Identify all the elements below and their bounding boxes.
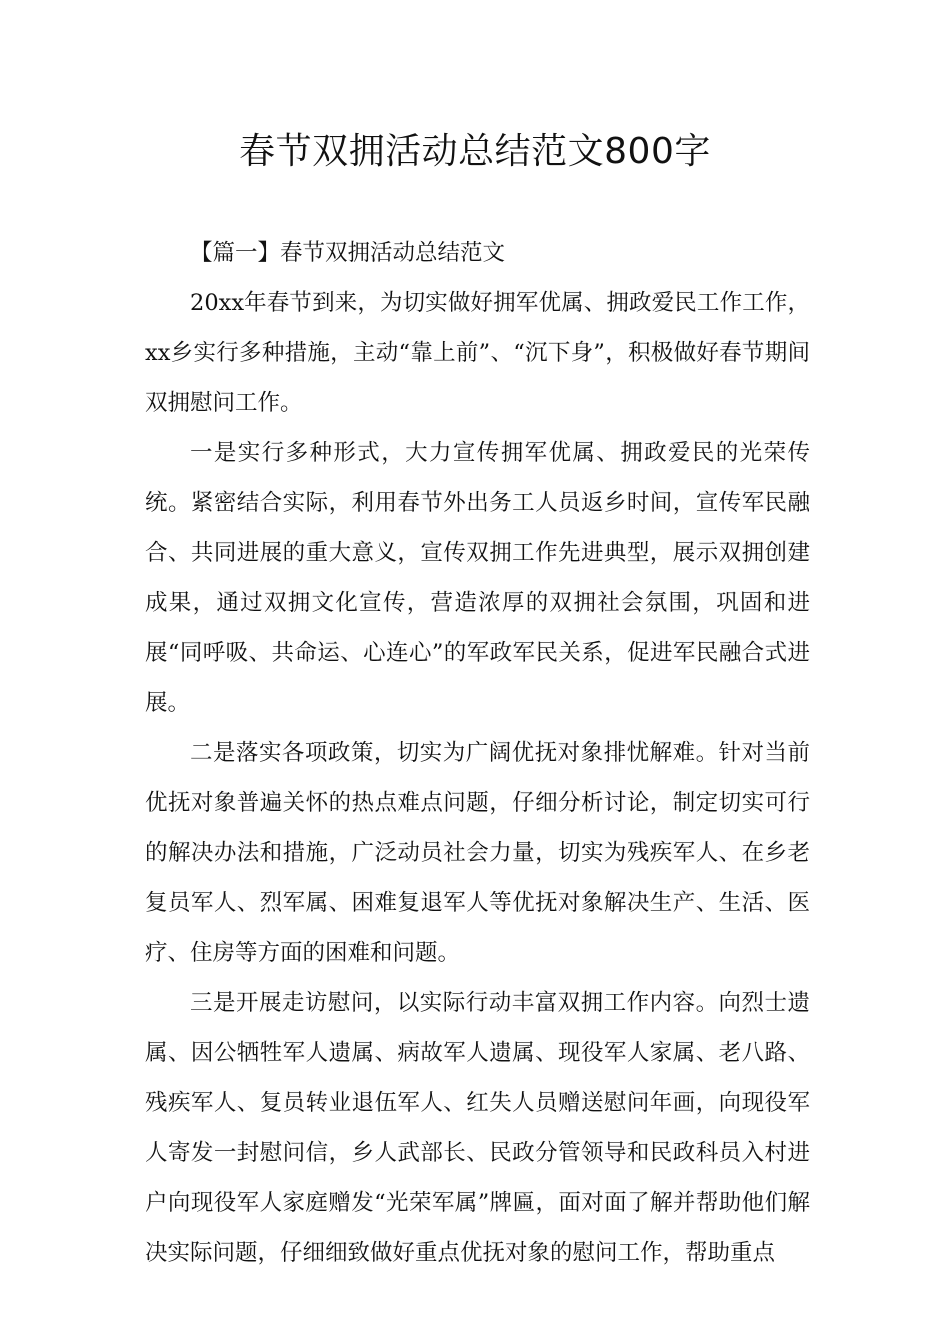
paragraph-intro: 20xx年春节到来，为切实做好拥军优属、拥政爱民工作工作，xx乡实行多种措施，主动“靠上前”、“沉下身”，积极做好春节期间双拥慰问工作。 [145, 290, 810, 416]
document-title: 春节双拥活动总结范文800字 [239, 131, 711, 172]
document-body [145, 228, 810, 1278]
paragraph-point-three: 三是开展走访慰问，以实际行动丰富双拥工作内容。向烈士遗属、因公牺牲军人遗属、病故军人遗属、现役军人家属、老八路、残疾军人、复员转业退伍军人、红失人员赠送慰问年画，向现役军人寄发一封慰问信，乡人武部长、民政分管领导和民政科员入村进户向现役军人家庭赠发“光荣军属”牌匾，面对面了解并帮助他们解决实际问题，仔细细致做好重点优抚对象的慰问工作，帮助重点 [145, 990, 810, 1266]
paragraph-point-two: 二是落实各项政策，切实为广阔优抚对象排忧解难。针对当前优抚对象普遍关怀的热点难点问题，仔细分析讨论，制定切实可行的解决办法和措施，广泛动员社会力量，切实为残疾军人、在乡老复员军人、烈军属、困难复退军人等优抚对象解决生产、生活、医疗、住房等方面的困难和问题。 [145, 740, 810, 966]
section-heading: 【篇一】春节双拥活动总结范文 [190, 240, 506, 266]
paragraph-point-one: 一是实行多种形式，大力宣传拥军优属、拥政爱民的光荣传统。紧密结合实际，利用春节外出务工人员返乡时间，宣传军民融合、共同进展的重大意义，宣传双拥工作先进典型，展示双拥创建成果，通过双拥文化宣传，营造浓厚的双拥社会氛围，巩固和进展“同呼吸、共命运、心连心”的军政军民关系，促进军民融合式进展。 [145, 440, 810, 716]
